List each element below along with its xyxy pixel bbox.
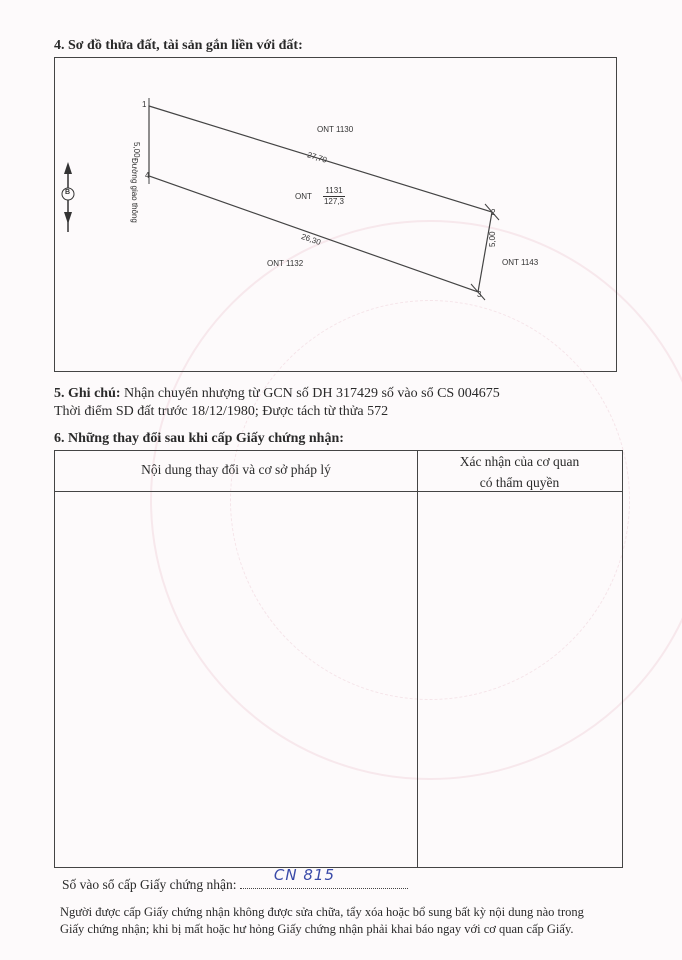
section-5-line1 bbox=[54, 386, 500, 402]
confirmation-header-line1: Xác nhận của cơ quan bbox=[459, 454, 580, 469]
neighbor-right-label: ONT 1143 bbox=[502, 258, 539, 267]
table-divider-vertical bbox=[417, 451, 418, 867]
parcel-diagram bbox=[55, 58, 616, 371]
section-6-title: 6. Những thay đổi sau khi cấp Giấy chứng nhận: bbox=[54, 431, 344, 446]
right-length-label: 5,00 bbox=[488, 231, 497, 247]
point-1-label: 1 bbox=[142, 100, 147, 109]
confirmation-header-line2: có thẩm quyền bbox=[479, 475, 560, 490]
parcel-area-label: 127,3 bbox=[323, 197, 345, 206]
warning-line1: Người được cấp Giấy chứng nhận không được sửa chữa, tẩy xóa hoặc bổ sung bất kỳ nội dung nào trong bbox=[60, 905, 584, 919]
warning-note bbox=[60, 904, 630, 938]
point-2-label: 2 bbox=[491, 208, 496, 217]
left-length-label: 5,00 bbox=[132, 142, 141, 158]
registration-dotted-field bbox=[240, 866, 408, 889]
parcel-diagram-box bbox=[54, 57, 617, 372]
top-length-label: 27,70 bbox=[306, 150, 328, 165]
point-3-label: 3 bbox=[477, 290, 482, 299]
parcel-number-label: 1131 bbox=[325, 186, 343, 195]
registration-line bbox=[62, 866, 408, 893]
section-5-title: 5. Ghi chú: bbox=[54, 386, 121, 401]
section-5-text-1: Nhận chuyển nhượng từ GCN số DH 317429 số vào sổ CS 004675 bbox=[124, 386, 500, 401]
parcel-type-label: ONT bbox=[295, 192, 312, 201]
registration-handwritten-number: CN 815 bbox=[273, 866, 335, 884]
section-4-title: 4. Sơ đồ thửa đất, tài sản gắn liền với đất: bbox=[54, 38, 303, 53]
neighbor-bottom-label: ONT 1132 bbox=[267, 259, 304, 268]
north-arrow-icon bbox=[61, 162, 75, 237]
registration-label: Số vào sổ cấp Giấy chứng nhận: bbox=[62, 877, 237, 892]
warning-line2: Giấy chứng nhận; khi bị mất hoặc hư hỏng Giấy chứng nhận phải khai báo ngay với cơ quan cấp Giấy. bbox=[60, 922, 574, 936]
column-header-changes: Nội dung thay đổi và cơ sở pháp lý bbox=[141, 462, 331, 477]
column-header-confirmation bbox=[417, 451, 622, 493]
section-5-text-2: Thời điểm SD đất trước 18/12/1980; Được tách từ thửa 572 bbox=[54, 404, 389, 419]
bottom-length-label: 26,30 bbox=[300, 231, 322, 248]
point-4-label: 4 bbox=[145, 171, 150, 180]
road-label: Đường giao thông bbox=[130, 158, 139, 223]
changes-table bbox=[54, 450, 623, 868]
neighbor-top-label: ONT 1130 bbox=[317, 125, 354, 134]
north-arrow-label: B bbox=[65, 189, 71, 196]
